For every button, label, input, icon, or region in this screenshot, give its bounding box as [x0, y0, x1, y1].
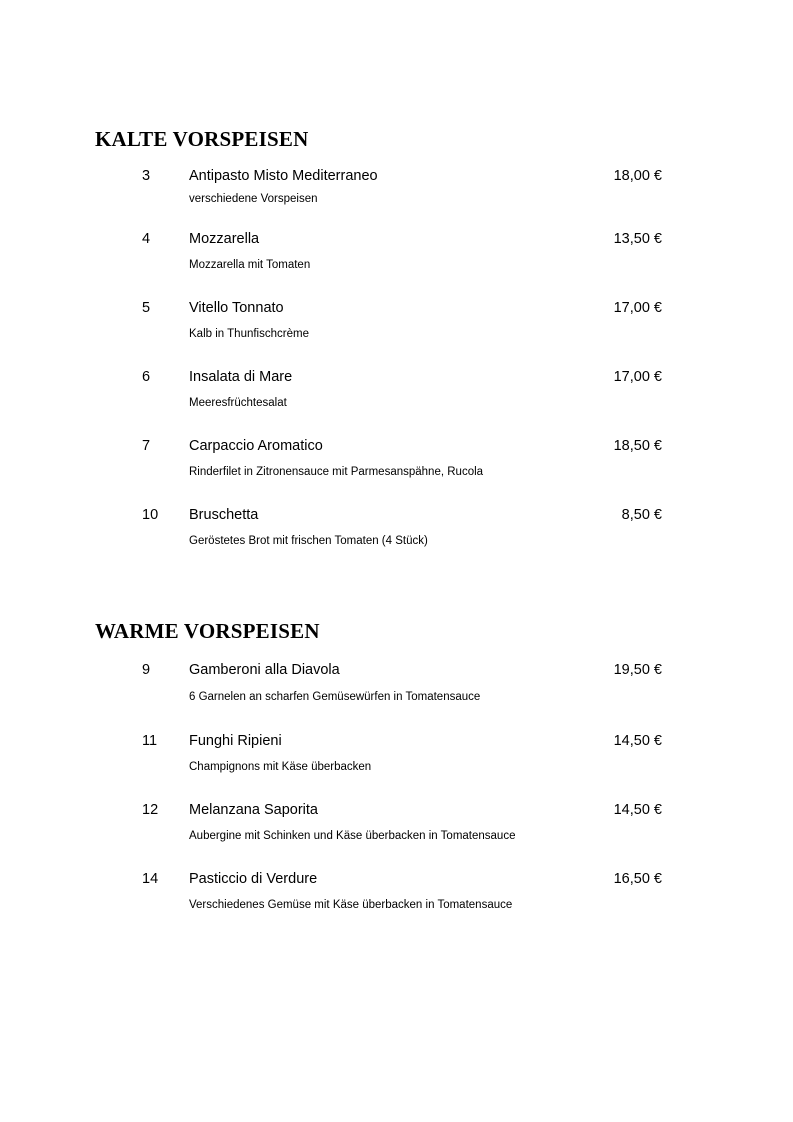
- item-price: 14,50 €: [613, 733, 662, 749]
- item-price: 19,50 €: [613, 662, 662, 678]
- section-title: WARME VORSPEISEN: [95, 619, 320, 643]
- menu-item: [0, 507, 793, 547]
- item-name: Mozzarella: [189, 231, 260, 247]
- menu-item: [0, 231, 793, 271]
- item-name: Pasticcio di Verdure: [189, 871, 318, 887]
- item-description: Meeresfrüchtesalat: [189, 397, 287, 409]
- item-price: 13,50 €: [613, 231, 662, 247]
- item-description: 6 Garnelen an scharfen Gemüsewürfen in Tomatensauce: [189, 691, 481, 703]
- item-number: 12: [142, 802, 159, 818]
- item-number: 14: [142, 871, 159, 887]
- item-number: 3: [142, 168, 151, 184]
- item-number: 4: [142, 231, 151, 247]
- item-description: Aubergine mit Schinken und Käse überbacken in Tomatensauce: [189, 830, 516, 842]
- menu-item: [0, 438, 793, 478]
- item-price: 17,00 €: [613, 300, 662, 316]
- menu-item: [0, 733, 793, 773]
- item-number: 11: [142, 733, 158, 749]
- item-description: Mozzarella mit Tomaten: [189, 259, 311, 271]
- item-description: Verschiedenes Gemüse mit Käse überbacken in Tomatensauce: [189, 899, 513, 911]
- item-price: 18,00 €: [613, 168, 662, 184]
- item-price: 16,50 €: [613, 871, 662, 887]
- item-name: Funghi Ripieni: [189, 733, 282, 749]
- item-number: 10: [142, 507, 159, 523]
- item-number: 7: [142, 438, 151, 454]
- item-price: 17,00 €: [613, 369, 662, 385]
- menu-item: [0, 871, 793, 911]
- section-title: KALTE VORSPEISEN: [95, 127, 309, 151]
- item-price: 8,50 €: [621, 507, 662, 523]
- menu-item: [0, 300, 793, 340]
- item-name: Antipasto Misto Mediterraneo: [189, 168, 378, 184]
- item-description: Geröstetes Brot mit frischen Tomaten (4 Stück): [189, 535, 428, 547]
- item-number: 5: [142, 300, 151, 316]
- item-name: Melanzana Saporita: [189, 802, 318, 818]
- item-name: Carpaccio Aromatico: [189, 438, 323, 454]
- item-description: Champignons mit Käse überbacken: [189, 761, 372, 773]
- menu-item: [0, 802, 793, 842]
- menu-item: [0, 369, 793, 409]
- item-name: Bruschetta: [189, 507, 259, 523]
- item-name: Gamberoni alla Diavola: [189, 662, 340, 678]
- item-price: 18,50 €: [613, 438, 662, 454]
- menu-item: [0, 168, 793, 208]
- item-description: verschiedene Vorspeisen: [189, 193, 318, 205]
- item-description: Kalb in Thunfischcrème: [189, 328, 309, 340]
- item-name: Vitello Tonnato: [189, 300, 284, 316]
- item-description: Rinderfilet in Zitronensauce mit Parmesanspähne, Rucola: [189, 466, 484, 478]
- item-number: 9: [142, 662, 151, 678]
- menu-item: [0, 662, 793, 702]
- item-number: 6: [142, 369, 151, 385]
- item-name: Insalata di Mare: [189, 369, 293, 385]
- item-price: 14,50 €: [613, 802, 662, 818]
